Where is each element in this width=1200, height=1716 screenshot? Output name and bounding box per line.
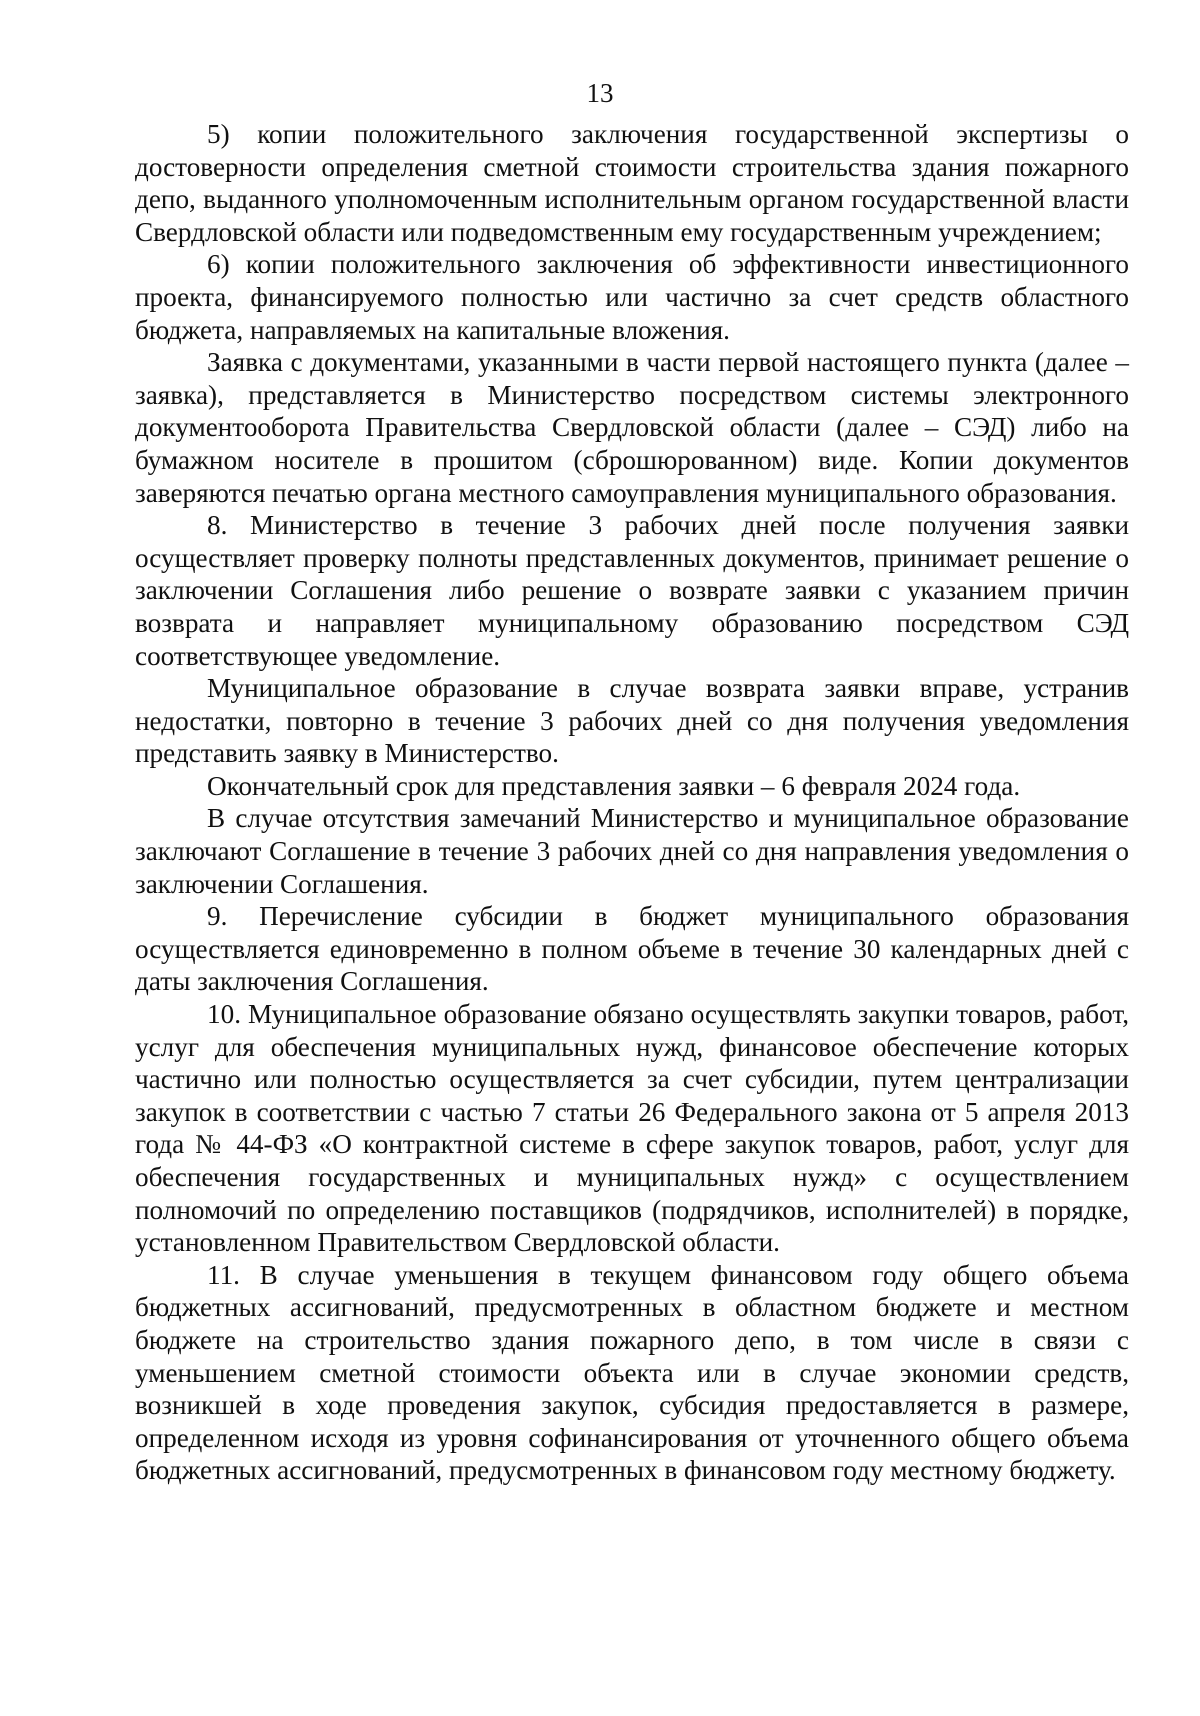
paragraph-application-submission: Заявка с документами, указанными в части первой настоящего пункта (далее – заявка), представляется в Министерство посредством системы электронного документооборота Правительства Свердловской области (далее – СЭД) либо на бумажном носителе в прошитом (сброшюрованном) виде. Копии документов заверяются печатью органа местного самоуправления муниципального образования.: [135, 347, 1129, 508]
paragraph-application-return: Муниципальное образование в случае возврата заявки вправе, устранив недостатки, повторно в течение 3 рабочих дней со дня получения уведомления представить заявку в Министерство.: [135, 673, 1129, 769]
paragraph-item-5: 5) копии положительного заключения государственной экспертизы о достоверности определения сметной стоимости строительства здания пожарного депо, выданного уполномоченным исполнительным органом государственной власти Свердловской области или подведомственным ему государственным учреждением;: [135, 119, 1129, 247]
paragraph-item-6: 6) копии положительного заключения об эффективности инвестиционного проекта, финансируемого полностью или частично за счет средств областного бюджета, направляемых на капитальные вложения.: [135, 249, 1129, 345]
paragraph-clause-9: 9. Перечисление субсидии в бюджет муниципального образования осуществляется единовременно в полном объеме в течение 30 календарных дней с даты заключения Соглашения.: [135, 901, 1129, 997]
paragraph-clause-10: 10. Муниципальное образование обязано осуществлять закупки товаров, работ, услуг для обеспечения муниципальных нужд, финансовое обеспечение которых частично или полностью осуществляется за счет субсидии, путем централизации закупок в соответствии с частью 7 статьи 26 Федерального закона от 5 апреля 2013 года № 44-ФЗ «О контрактной системе в сфере закупок товаров, работ, услуг для обеспечения государственных и муниципальных нужд» с осуществлением полномочий по определению поставщиков (подрядчиков, исполнителей) в порядке, установленном Правительством Свердловской области.: [135, 999, 1129, 1258]
document-body: [135, 118, 1129, 1487]
paragraph-deadline: Окончательный срок для представления заявки – 6 февраля 2024 года.: [207, 770, 1021, 801]
paragraph-clause-11: 11. В случае уменьшения в текущем финансовом году общего объема бюджетных ассигнований, предусмотренных в областном бюджете и местном бюджете на строительство здания пожарного депо, в том числе в связи с уменьшением сметной стоимости объекта или в случае экономии средств, возникшей в ходе проведения закупок, субсидия предоставляется в размере, определенном исходя из уровня софинансирования от уточненного общего объема бюджетных ассигнований, предусмотренных в финансовом году местному бюджету.: [135, 1259, 1129, 1486]
page-number: 13: [586, 78, 614, 108]
paragraph-clause-8: 8. Министерство в течение 3 рабочих дней после получения заявки осуществляет проверку полноты представленных документов, принимает решение о заключении Соглашения либо решение о возврате заявки с указанием причин возврата и направляет муниципальному образованию посредством СЭД соответствующее уведомление.: [135, 510, 1129, 671]
paragraph-agreement-conclusion: В случае отсутствия замечаний Министерство и муниципальное образование заключают Соглашение в течение 3 рабочих дней со дня направления уведомления о заключении Соглашения.: [135, 803, 1129, 899]
